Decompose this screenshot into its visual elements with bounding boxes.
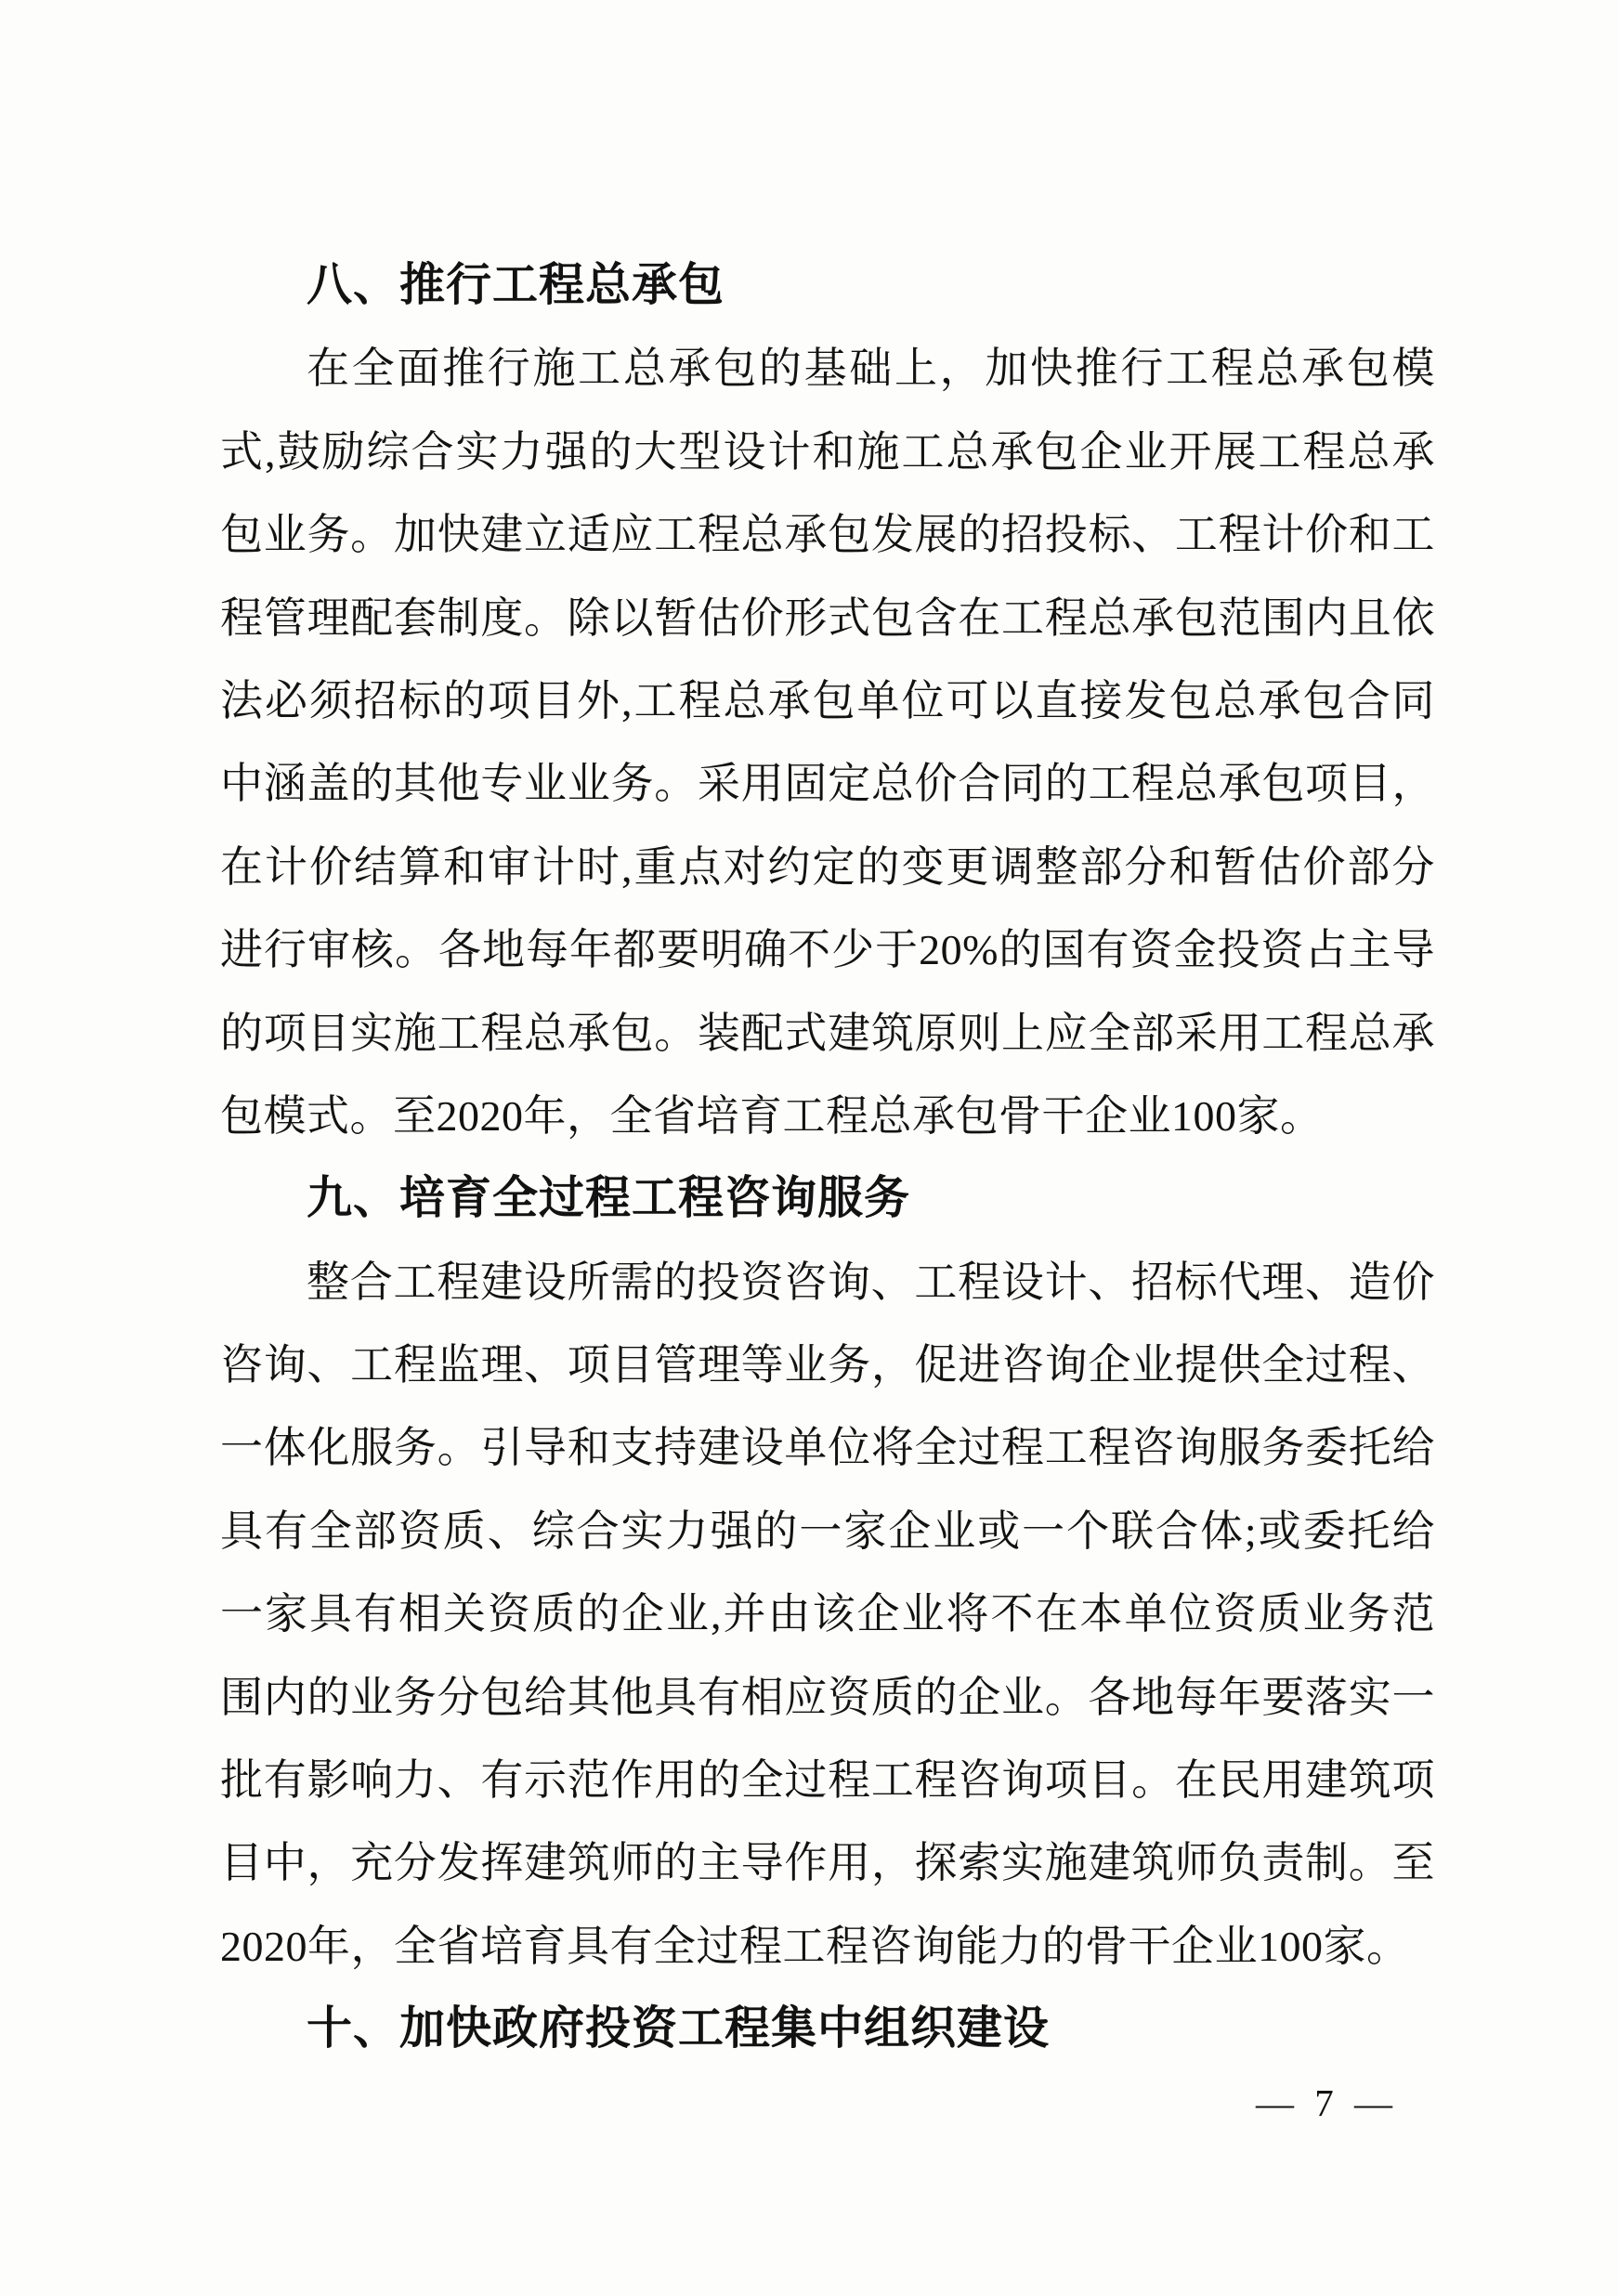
text-line: 中涵盖的其他专业业务。采用固定总价合同的工程总承包项目， [220,760,1435,808]
text-line: 围内的业务分包给其他具有相应资质的企业。各地每年要落实一 [220,1673,1435,1721]
text-line: 程管理配套制度。除以暂估价形式包含在工程总承包范围内且依 [220,594,1435,642]
page-number: — 7 — [1256,2081,1398,2124]
text-line: 包模式。至2020年，全省培育工程总承包骨干企业100家。 [220,1091,1324,1140]
text-line: 2020年，全省培育具有全过程工程咨询能力的骨干企业100家。 [220,1922,1410,1970]
section-heading: 八、推行工程总承包 [307,260,725,310]
text-line: 在全面推行施工总承包的基础上，加快推行工程总承包模 [307,345,1435,393]
text-line: 目中，充分发挥建筑师的主导作用，探索实施建筑师负责制。至 [220,1839,1435,1887]
section-heading: 十、加快政府投资工程集中组织建设 [307,2003,1051,2055]
text-line: 包业务。加快建立适应工程总承包发展的招投标、工程计价和工 [220,511,1435,559]
text-line: 一家具有相关资质的企业,并由该企业将不在本单位资质业务范 [220,1590,1435,1638]
text-line: 一体化服务。引导和支持建设单位将全过程工程咨询服务委托给 [220,1424,1435,1472]
text-line: 式,鼓励综合实力强的大型设计和施工总承包企业开展工程总承 [220,427,1435,476]
document-body [220,244,1435,2071]
text-line: 法必须招标的项目外,工程总承包单位可以直接发包总承包合同 [220,676,1435,724]
text-line: 进行审核。各地每年都要明确不少于20%的国有资金投资占主导 [220,926,1435,974]
text-line: 在计价结算和审计时,重点对约定的变更调整部分和暂估价部分 [220,842,1435,891]
text-line: 批有影响力、有示范作用的全过程工程咨询项目。在民用建筑项 [220,1756,1435,1805]
section-heading: 九、培育全过程工程咨询服务 [307,1173,911,1224]
text-line: 整合工程建设所需的投资咨询、工程设计、招标代理、造价 [307,1258,1435,1306]
text-line: 具有全部资质、综合实力强的一家企业或一个联合体;或委托给 [220,1507,1435,1555]
text-line: 咨询、工程监理、项目管理等业务，促进咨询企业提供全过程、 [220,1341,1435,1389]
text-line: 的项目实施工程总承包。装配式建筑原则上应全部采用工程总承 [220,1009,1435,1057]
